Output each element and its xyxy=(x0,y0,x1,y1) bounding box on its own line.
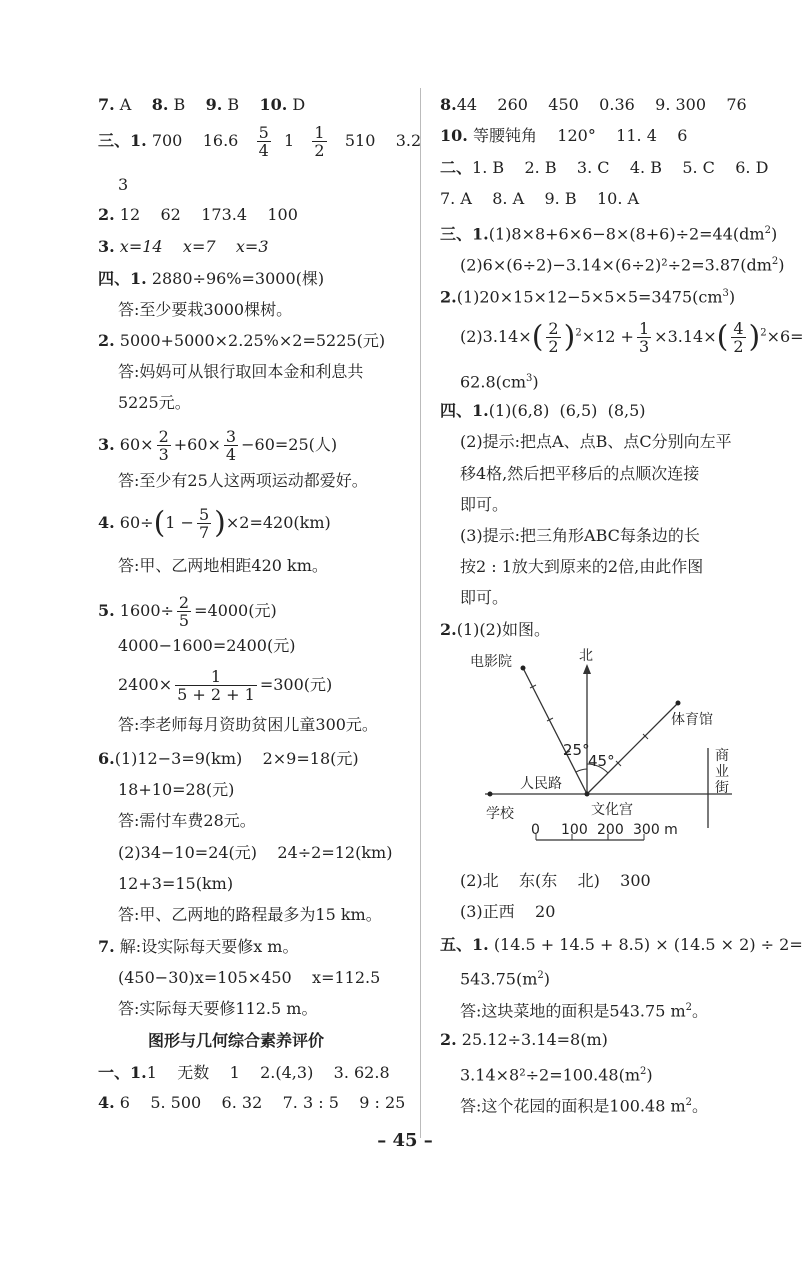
answer-line xyxy=(98,506,331,541)
angle-45-label: 45° xyxy=(588,752,615,770)
item-number: 1. xyxy=(472,935,489,954)
fraction xyxy=(224,428,238,463)
expression-part: +60× xyxy=(173,435,221,454)
stadium-point xyxy=(676,701,681,706)
denominator: 3 xyxy=(638,337,650,356)
open-paren: ( xyxy=(531,319,544,355)
item-number: 1. xyxy=(472,224,489,244)
numerator: 2 xyxy=(548,319,559,338)
answer-text: D xyxy=(287,95,306,114)
close-paren: ) xyxy=(214,505,226,541)
scale-label: 300 m xyxy=(633,822,678,838)
item-number: 3. xyxy=(98,237,115,256)
answer-line xyxy=(98,204,298,226)
item-number: 10. xyxy=(440,126,468,145)
superscript: 3 xyxy=(722,288,729,299)
superscript: 2 xyxy=(575,327,582,339)
item-number: 2. xyxy=(440,1030,457,1049)
open-paren: ( xyxy=(716,319,729,355)
answer-text: B xyxy=(168,95,186,114)
section-prefix: 四、 xyxy=(98,269,131,288)
answer-line xyxy=(98,94,305,116)
section-prefix: 三、 xyxy=(98,131,131,150)
item-number: 1. xyxy=(130,131,147,150)
answer-text: ) xyxy=(532,372,539,392)
answer-text: ) xyxy=(728,287,736,307)
answer-text: 等腰钝角 120° 11. 4 6 xyxy=(472,126,688,145)
superscript: 2 xyxy=(771,256,779,267)
expression-part: (2)3.14× xyxy=(460,327,532,346)
answer-line: 移4格,然后把平移后的点顺次连接 xyxy=(460,464,700,483)
answer-text: 12 62 173.4 100 xyxy=(119,205,298,224)
angle-arc-25 xyxy=(576,769,587,772)
item-number: 9. xyxy=(205,95,223,114)
answer-line xyxy=(98,1092,405,1114)
answer-line: 答:实际每天要修112.5 m。 xyxy=(118,999,318,1018)
answer-line xyxy=(440,94,747,116)
section-prefix: 三、 xyxy=(440,224,473,244)
item-number: 1. xyxy=(130,269,147,288)
item-number: 5. xyxy=(98,601,115,620)
answer-text: 62.8(cm xyxy=(460,372,526,392)
north-label: 北 xyxy=(579,648,593,664)
answer-line xyxy=(460,1061,653,1086)
answer-text: 1 xyxy=(283,131,295,150)
answer-line xyxy=(440,220,777,245)
answer-text: 6 5. 500 6. 32 7. 3 : 5 9 : 25 xyxy=(119,1093,406,1112)
superscript: 3 xyxy=(526,373,533,384)
palace-label: 文化宫 xyxy=(591,802,633,818)
answer-line: 即可。 xyxy=(460,588,509,607)
denominator: 5 + 2 + 1 xyxy=(177,685,255,704)
numerator: 1 xyxy=(314,123,325,142)
answer-line xyxy=(440,1029,608,1051)
answer-text: 1. B 2. B 3. C 4. B 5. C 6. D xyxy=(472,158,769,177)
superscript: 2 xyxy=(640,1066,647,1077)
answer-text: ) xyxy=(778,255,785,275)
answer-line xyxy=(440,157,768,179)
answer-line: (450−30)x=105×450 x=112.5 xyxy=(118,968,381,987)
item-number: 3. xyxy=(98,435,115,454)
answer-line: (3)提示:把三角形ABC每条边的长 xyxy=(460,526,700,545)
answer-line: 18+10=28(元) xyxy=(118,780,235,799)
scale-label: 200 xyxy=(597,822,624,838)
cinema-point xyxy=(521,666,526,671)
answer-text: B xyxy=(222,95,240,114)
answer-line: 答:甲、乙两地的路程最多为15 km。 xyxy=(118,905,382,924)
item-number: 1. xyxy=(130,1063,147,1082)
superscript: 2 xyxy=(760,327,767,339)
answer-text: 543.75(m xyxy=(460,969,538,989)
denominator: 2 xyxy=(733,337,744,356)
answer-text: (1)8×8+6×6−8×(8+6)÷2=44(dm xyxy=(488,224,765,244)
section-prefix: 五、 xyxy=(440,935,473,954)
item-number: 8. xyxy=(151,95,169,114)
answer-line: 答:至少有25人这两项运动都爱好。 xyxy=(118,471,368,490)
answer-text: (1)(2)如图。 xyxy=(456,620,551,639)
numerator: 3 xyxy=(225,427,237,446)
superscript: 2 xyxy=(685,1097,693,1108)
expression-part: =300(元) xyxy=(259,675,333,694)
numerator: 5 xyxy=(258,123,269,142)
answer-text: 答:这个花园的面积是100.48 m xyxy=(460,1096,686,1116)
answer-line: (2)提示:把点A、点B、点C分别向左平 xyxy=(460,432,732,451)
expression-part: 2400× xyxy=(118,675,173,694)
answer-text: 。 xyxy=(692,1001,709,1021)
answer-line xyxy=(460,368,539,393)
expression-part: 1 − xyxy=(165,513,194,532)
road-label: 人民路 xyxy=(520,776,562,792)
expression-part: −60=25(人) xyxy=(241,435,338,454)
answer-line xyxy=(440,934,803,956)
fraction xyxy=(257,124,271,159)
section-title: 图形与几何综合素养评价 xyxy=(148,1031,325,1050)
stadium-label: 体育馆 xyxy=(671,712,713,728)
expression-part: 1600÷ xyxy=(119,601,174,620)
answer-line xyxy=(98,124,421,159)
close-paren: ) xyxy=(563,319,576,355)
numerator: 4 xyxy=(733,319,744,338)
answer-line: 12+3=15(km) xyxy=(118,874,234,893)
section-prefix: 四、 xyxy=(440,401,473,420)
answer-line xyxy=(98,330,385,352)
location-map xyxy=(440,648,750,858)
denominator: 2 xyxy=(548,337,559,356)
answer-line: 3 xyxy=(118,175,129,194)
answer-text: 510 xyxy=(344,131,376,150)
answer-text: ) xyxy=(646,1065,653,1085)
answer-line: (2)34−10=24(元) 24÷2=12(km) xyxy=(118,843,393,862)
answer-line: (3)正西 20 xyxy=(460,902,556,921)
section-prefix: 二、 xyxy=(440,158,473,177)
answer-text: 答:这块菜地的面积是543.75 m xyxy=(460,1001,686,1021)
numerator: 2 xyxy=(158,427,169,446)
answer-line xyxy=(440,400,646,422)
answer-text: 3.14×8²÷2=100.48(m xyxy=(460,1065,641,1085)
palace-point xyxy=(585,792,590,797)
answer-line xyxy=(98,428,337,463)
numerator: 2 xyxy=(178,593,190,612)
north-arrow-head xyxy=(583,664,591,674)
answer-text: 。 xyxy=(692,1096,709,1116)
expression-part: ×12 + xyxy=(581,327,634,346)
answer-line xyxy=(440,188,639,210)
item-number: 10. xyxy=(259,95,288,114)
item-number: 2. xyxy=(98,331,115,350)
denominator: 2 xyxy=(314,141,325,160)
answer-text: (2)6×(6÷2)−3.14×(6÷2)²÷2=3.87(dm xyxy=(460,255,772,275)
answer-line xyxy=(98,236,269,258)
answer-line xyxy=(98,268,324,290)
answer-text: 700 xyxy=(151,131,183,150)
answer-line xyxy=(440,619,550,641)
answer-text: 解:设实际每天要修x m。 xyxy=(119,937,299,956)
item-number: 2. xyxy=(440,620,457,639)
answer-text: A xyxy=(114,95,132,114)
answer-text: 2880÷96%=3000(棵) xyxy=(151,269,325,288)
item-number: 7. xyxy=(98,95,115,114)
answer-text: (14.5 + 14.5 + 8.5) × (14.5 × 2) ÷ 2= xyxy=(493,935,803,954)
fraction xyxy=(637,320,651,355)
numerator: 1 xyxy=(638,319,650,338)
answer-text: 44 260 450 0.36 9. 300 76 xyxy=(456,95,747,114)
fraction xyxy=(197,506,211,541)
item-number: 4. xyxy=(98,1093,115,1112)
item-number: 2. xyxy=(440,287,457,307)
item-number: 4. xyxy=(98,513,115,532)
scale-label: 100 xyxy=(561,822,588,838)
superscript: 2 xyxy=(685,1002,693,1013)
answer-text: 3.2 xyxy=(395,131,422,150)
angle-25-label: 25° xyxy=(563,741,590,759)
answer-line xyxy=(440,125,687,147)
street-label-char: 商 xyxy=(715,748,729,764)
school-point xyxy=(488,792,493,797)
expression-part: =4000(元) xyxy=(194,601,277,620)
answer-line xyxy=(98,936,298,958)
answer-text: x=14 x=7 x=3 xyxy=(119,237,269,256)
superscript: 2 xyxy=(764,225,771,236)
item-number: 8. xyxy=(440,95,457,114)
school-label: 学校 xyxy=(486,806,514,822)
column-divider xyxy=(420,88,421,1138)
superscript: 2 xyxy=(537,970,544,981)
answer-line xyxy=(440,283,735,308)
answer-line xyxy=(98,748,359,770)
answer-line xyxy=(98,594,277,629)
numerator: 5 xyxy=(198,505,210,524)
denominator: 7 xyxy=(198,523,210,542)
answer-text: 5000+5000×2.25%×2=5225(元) xyxy=(119,331,386,350)
answer-line xyxy=(460,997,708,1022)
answer-line: 答:需付车费28元。 xyxy=(118,811,256,830)
answer-line: 答:至少要栽3000棵树。 xyxy=(118,300,293,319)
expression-part: 60÷ xyxy=(119,513,154,532)
denominator: 5 xyxy=(178,611,190,630)
denominator: 4 xyxy=(258,141,269,160)
answer-text: 7. A 8. A 9. B 10. A xyxy=(440,189,640,208)
fraction xyxy=(177,594,191,629)
answer-line xyxy=(460,320,804,355)
answer-line: 按2 : 1放大到原来的2倍,由此作图 xyxy=(460,557,704,576)
answer-line: 即可。 xyxy=(460,495,509,514)
expression-part: ×6= xyxy=(766,327,804,346)
answer-text: ) xyxy=(543,969,551,989)
expression-part: ×3.14× xyxy=(654,327,717,346)
close-paren: ) xyxy=(748,319,761,355)
section-prefix: 一、 xyxy=(98,1063,131,1082)
answer-line: 答:甲、乙两地相距420 km。 xyxy=(118,556,328,575)
answer-line xyxy=(460,251,785,276)
denominator: 3 xyxy=(158,445,169,464)
item-number: 1. xyxy=(472,401,489,420)
answer-text: (1)20×15×12−5×5×5=3475(cm xyxy=(456,287,723,307)
stadium-direction-line xyxy=(587,703,678,794)
answer-line: 5225元。 xyxy=(118,393,191,412)
answer-text: 16.6 xyxy=(202,131,239,150)
answer-text: (1)(6,8) (6,5) (8,5) xyxy=(488,401,646,420)
item-number: 6. xyxy=(98,749,115,768)
scale-label: 0 xyxy=(531,822,540,838)
fraction xyxy=(312,124,326,159)
street-label-char: 街 xyxy=(715,780,729,796)
expression-part: ×2=420(km) xyxy=(225,513,331,532)
fraction xyxy=(731,320,745,355)
numerator: 1 xyxy=(175,668,257,686)
answer-line xyxy=(118,668,332,703)
fraction xyxy=(175,668,257,703)
street-label-char: 业 xyxy=(715,764,729,780)
fraction xyxy=(157,428,171,463)
open-paren: ( xyxy=(153,505,166,541)
answer-text: ) xyxy=(770,224,778,244)
answer-text: (1)12−3=9(km) 2×9=18(元) xyxy=(114,749,359,768)
answer-line xyxy=(98,1062,390,1084)
answer-text: 25.12÷3.14=8(m) xyxy=(461,1030,608,1049)
answer-line: 答:李老师每月资助贫困儿童300元。 xyxy=(118,715,378,734)
answer-line: 4000−1600=2400(元) xyxy=(118,636,296,655)
answer-line: 答:妈妈可从银行取回本金和利息共 xyxy=(118,362,364,381)
page-number: – 45 – xyxy=(377,1130,433,1151)
answer-text: 1 无数 1 2.(4,3) 3. 62.8 xyxy=(146,1063,390,1082)
expression-part: 60× xyxy=(119,435,154,454)
answer-line xyxy=(460,965,550,990)
cinema-label: 电影院 xyxy=(470,654,512,670)
item-number: 2. xyxy=(98,205,115,224)
fraction xyxy=(546,320,560,355)
answer-line: (2)北 东(东 北) 300 xyxy=(460,871,651,890)
answer-line xyxy=(460,1092,708,1117)
item-number: 7. xyxy=(98,937,115,956)
denominator: 4 xyxy=(225,445,237,464)
